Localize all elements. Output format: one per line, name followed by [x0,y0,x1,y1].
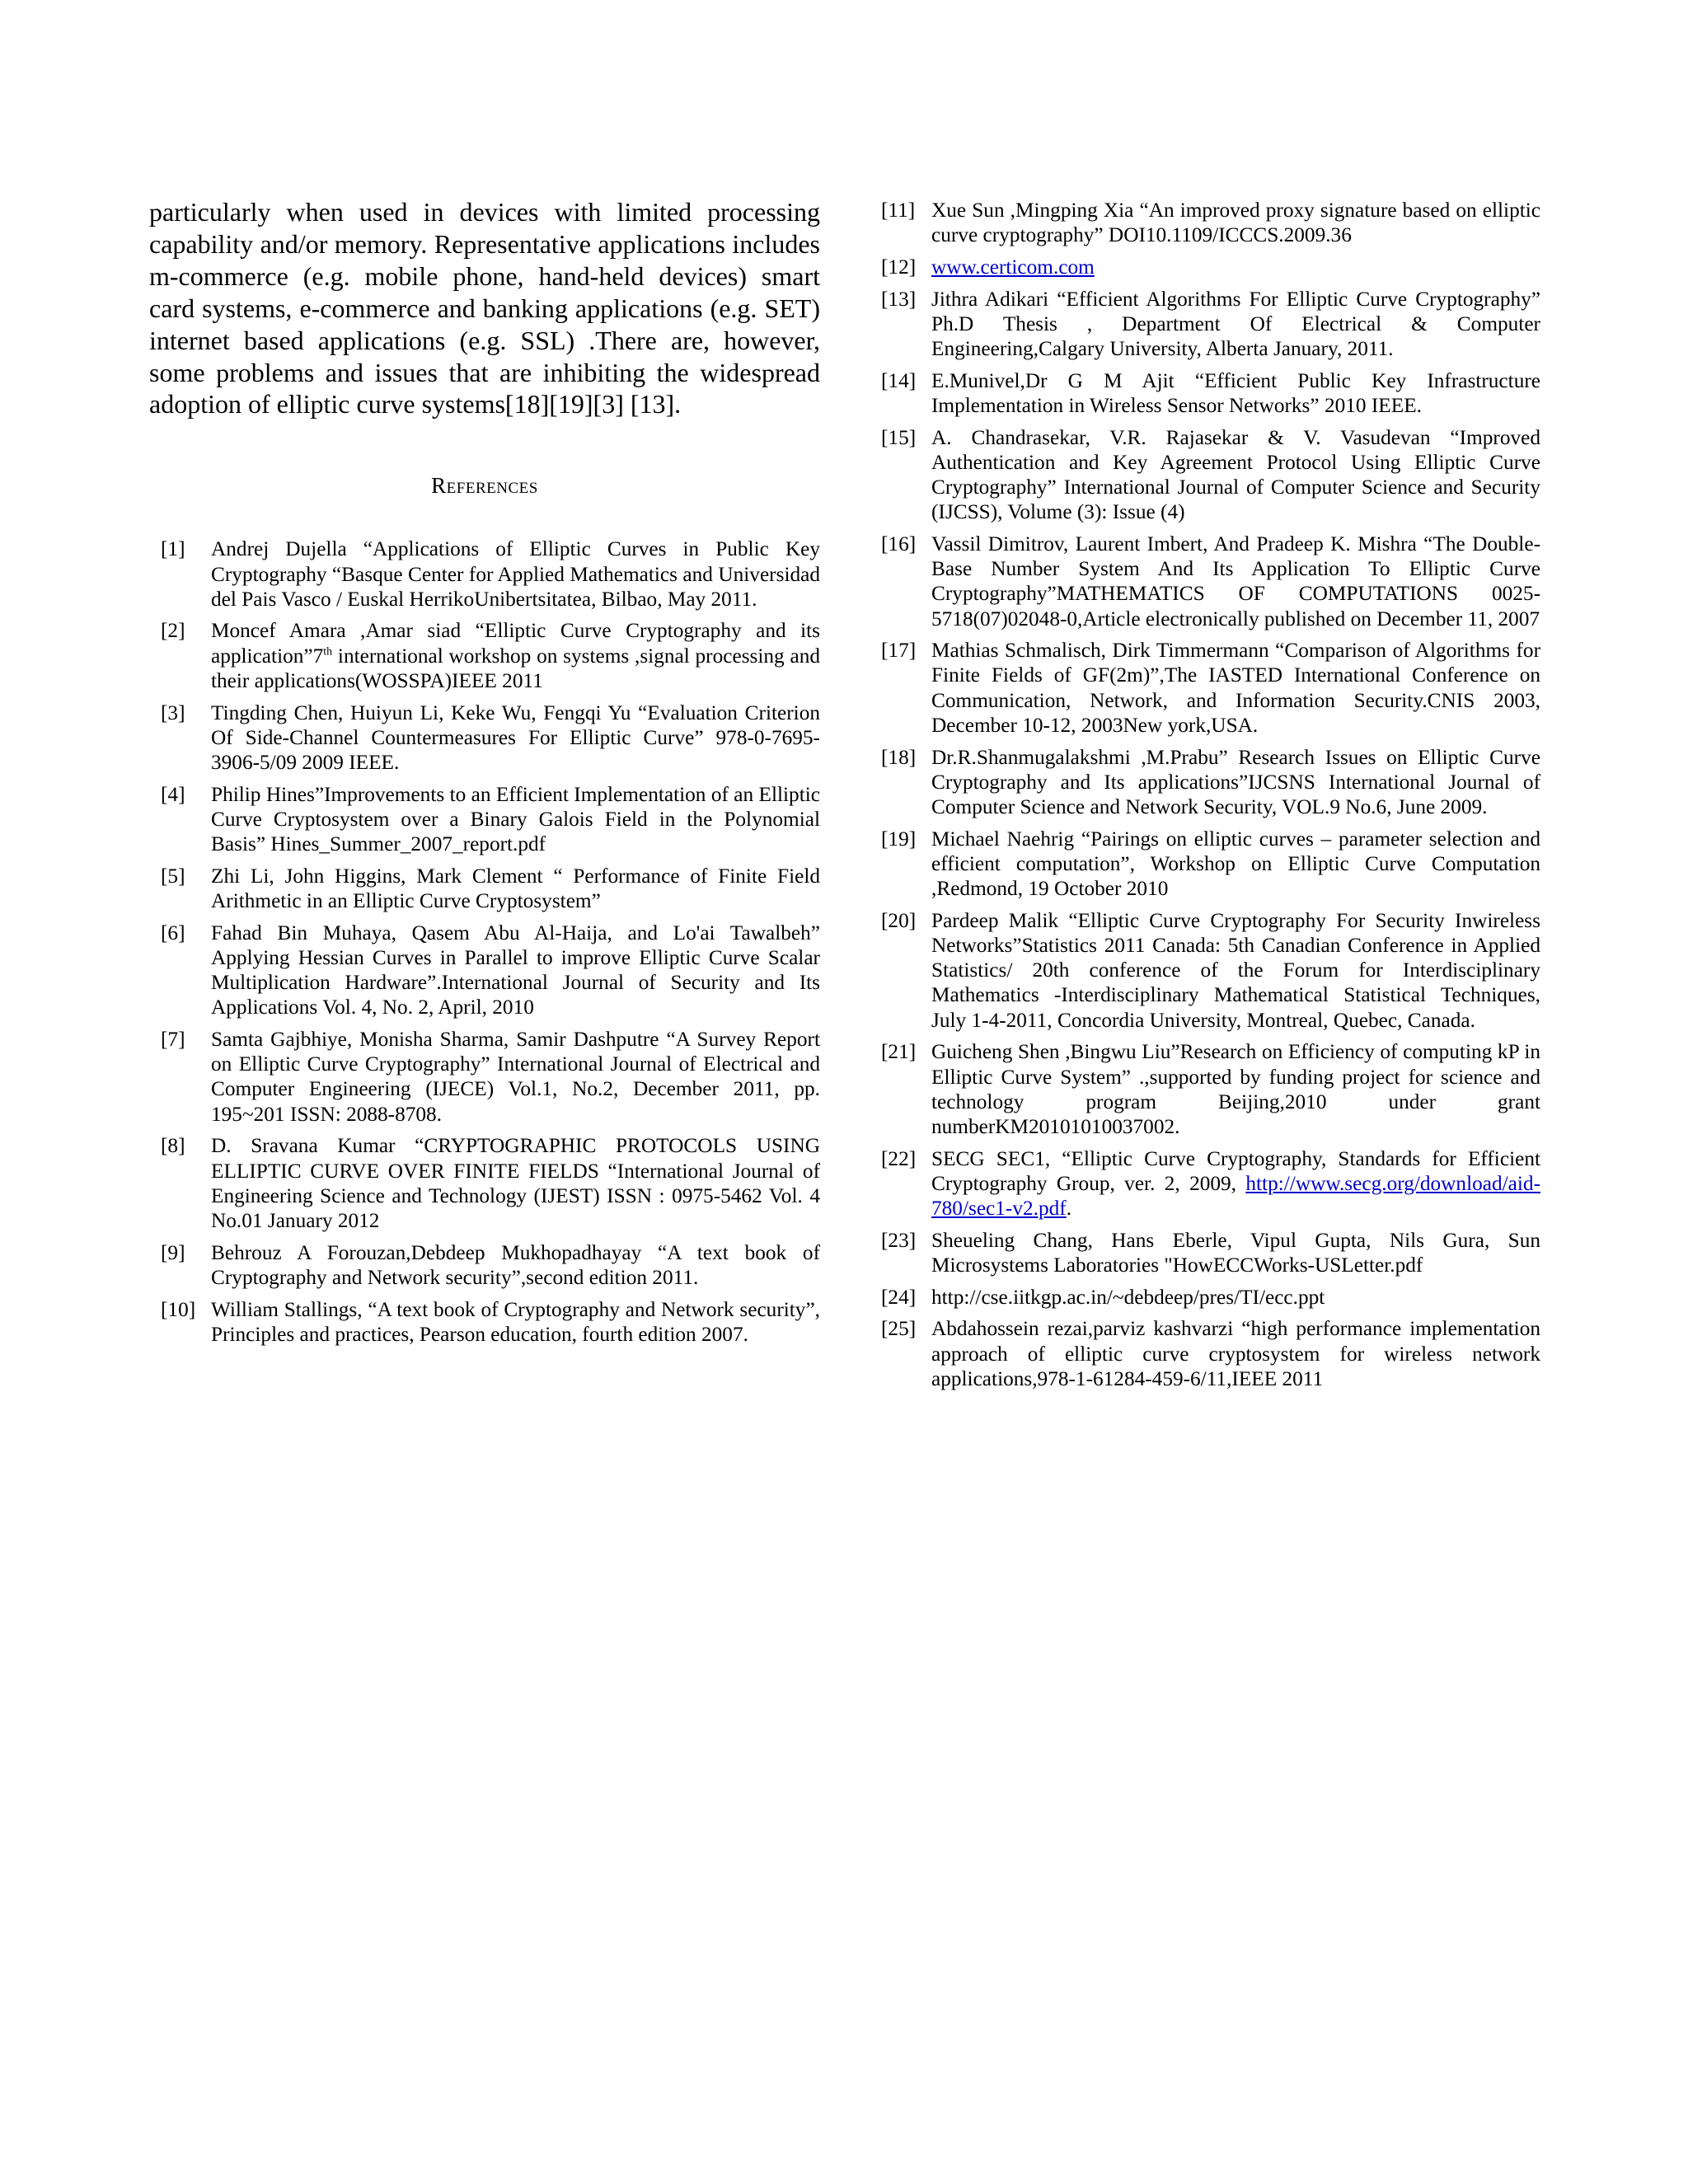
reference-number: [19] [881,827,917,851]
reference-number: [22] [881,1146,917,1170]
reference-list-right [881,198,1540,1391]
reference-number: [10] [161,1297,196,1321]
reference-item [881,1285,1540,1310]
reference-number: [14] [881,368,917,392]
reference-text: Pardeep Malik “Elliptic Curve Cryptography For Security Inwireless Networks”Statistics 2011 Canada: 5th Canadian Conference in Applied Statistics/ 20th conference of the Forum for Interdisciplinary Mathematics -Interdisciplinary Mathematical Statistical Techniques, July 1-4-2011, Concordia University, Montreal, Quebec, Canada. [931,908,1540,1032]
reference-text: Vassil Dimitrov, Laurent Imbert, And Pradeep K. Mishra “The Double-Base Number System And Its Application To Elliptic Curve Cryptography”MATHEMATICS OF COMPUTATIONS 0025-5718(07)02048-0,Article electronically published on December 11, 2007 [931,532,1540,630]
reference-item [149,1240,820,1290]
reference-item [149,701,820,776]
reference-text: Guicheng Shen ,Bingwu Liu”Research on Efficiency of computing kP in Elliptic Curve System” .,supported by funding project for science and technology program Beijing,2010 under grant numberKM20101010037002. [931,1040,1540,1138]
reference-text: Zhi Li, John Higgins, Mark Clement “ Performance of Finite Field Arithmetic in an Elliptic Curve Cryptosystem” [211,864,820,912]
reference-text: Xue Sun ,Mingping Xia “An improved proxy signature based on elliptic curve cryptography” DOI10.1109/ICCCS.2009.36 [931,199,1540,247]
reference-number: [16] [881,532,917,555]
reference-link[interactable]: www.certicom.com [931,255,1095,279]
reference-text: A. Chandrasekar, V.R. Rajasekar & V. Vasudevan “Improved Authentication and Key Agreement Protocol Using Elliptic Curve Cryptography” International Journal of Computer Science and Security (IJCSS), Volume (3): Issue (4) [931,425,1540,524]
reference-number: [13] [881,287,917,311]
reference-number: [25] [881,1317,917,1341]
reference-text: Mathias Schmalisch, Dirk Timmermann “Comparison of Algorithms for Finite Fields of GF(2m)”,The IASTED International Conference on Communication, Network, and Information Security.CNIS 2003, December 10-12, 2003New york,USA. [931,639,1540,737]
reference-number: [8] [161,1134,185,1158]
reference-item [881,638,1540,738]
reference-text: Abdahossein rezai,parviz kashvarzi “high performance implementation approach of elliptic curve cryptosystem for wireless network applications,978-1-61284-459-6/11,IEEE 2011 [931,1317,1540,1390]
reference-text: Philip Hines”Improvements to an Efficient Implementation of an Elliptic Curve Cryptosystem over a Binary Galois Field in the Polynomial Basis” Hines_Summer_2007_report.pdf [211,782,820,856]
reference-number: [7] [161,1028,185,1051]
reference-number: [24] [881,1285,917,1309]
reference-text [931,255,1540,279]
reference-number: [12] [881,255,917,279]
reference-item [881,827,1540,902]
reference-item [149,1027,820,1127]
left-column [149,196,820,1353]
reference-item [149,782,820,857]
reference-text: Andrej Dujella “Applications of Elliptic Curves in Public Key Cryptography “Basque Center for Applied Mathematics and Universidad del Pais Vasco / Euskal HerrikoUnibertsitatea, Bilbao, May 2011. [211,537,820,611]
reference-number: [2] [161,619,185,643]
reference-text: Dr.R.Shanmugalakshmi ,M.Prabu” Research Issues on Elliptic Curve Cryptography and Its applications”IJCSNS International Journal of Computer Science and Network Security, VOL.9 No.6, June 2009. [931,745,1540,818]
reference-item [881,425,1540,525]
reference-text: Behrouz A Forouzan,Debdeep Mukhopadhayay “A text book of Cryptography and Network security”,second edition 2011. [211,1240,820,1289]
intro-paragraph: particularly when used in devices with limited processing capability and/or memory. Representative applications includes m-commerce (e.g. mobile phone, hand-held devices) smart card systems, e-commerce and banking applications (e.g. SET) internet based applications (e.g. SSL) .There are, however, some problems and issues that are inhibiting the widespread adoption of elliptic curve systems[18][19][3] [13]. [149,197,820,419]
reference-item [881,1228,1540,1277]
reference-text: http://cse.iitkgp.ac.in/~debdeep/pres/TI/ecc.ppt [931,1285,1325,1309]
reference-number: [4] [161,782,185,806]
reference-item [881,198,1540,247]
reference-text: D. Sravana Kumar “CRYPTOGRAPHIC PROTOCOLS USING ELLIPTIC CURVE OVER FINITE FIELDS “International Journal of Engineering Science and Technology (IJEST) ISSN : 0975-5462 Vol. 4 No.01 January 2012 [211,1134,820,1232]
reference-text: SECG SEC1, “Elliptic Curve Cryptography, Standards for Efficient Cryptography Group, ver. 2, 2009, http://www.secg.org/download/aid-780/sec1-v2.pdf. [931,1146,1540,1221]
reference-list-left [149,537,820,1347]
reference-item [149,1133,820,1233]
reference-text: Fahad Bin Muhaya, Qasem Abu Al-Haija, and Lo'ai Tawalbeh” Applying Hessian Curves in Parallel to improve Elliptic Curve Scalar Multiplication Hardware”.International Journal of Security and Its Applications Vol. 4, No. 2, April, 2010 [211,921,820,1019]
reference-item [881,1316,1540,1391]
references-heading: References [431,473,538,499]
reference-number: [23] [881,1228,917,1252]
reference-item [881,745,1540,820]
reference-number: [6] [161,921,185,944]
reference-number: [1] [161,537,185,561]
reference-number: [21] [881,1040,917,1064]
reference-item [881,255,1540,279]
reference-text: Jithra Adikari “Efficient Algorithms For Elliptic Curve Cryptography” Ph.D Thesis , Department Of Electrical & Computer Engineering,Calgary University, Alberta January, 2011. [931,287,1540,361]
reference-text: William Stallings, “A text book of Cryptography and Network security”, Principles and practices, Pearson education, fourth edition 2007. [211,1297,820,1346]
reference-number: [15] [881,425,917,449]
reference-number: [5] [161,864,185,888]
reference-text: Samta Gajbhiye, Monisha Sharma, Samir Dashputre “A Survey Report on Elliptic Curve Cryptography” International Journal of Electrical and Computer Engineering (IJECE) Vol.1, No.2, December 2011, pp. 195~201 ISSN: 2088-8708. [211,1028,820,1126]
reference-item [149,618,820,693]
reference-number: [18] [881,745,917,769]
reference-text: Tingding Chen, Huiyun Li, Keke Wu, Fengqi Yu “Evaluation Criterion Of Side-Channel Countermeasures For Elliptic Curve” 978-0-7695-3906-5/09 2009 IEEE. [211,701,820,774]
reference-text: Michael Naehrig “Pairings on elliptic curves – parameter selection and efficient computation”, Workshop on Elliptic Curve Computation ,Redmond, 19 October 2010 [931,827,1540,901]
reference-text: Sheueling Chang, Hans Eberle, Vipul Gupta, Nils Gura, Sun Microsystems Laboratories "HowECCWorks-USLetter.pdf [931,1228,1540,1277]
reference-number: [9] [161,1240,185,1264]
reference-number: [11] [881,199,916,222]
reference-link[interactable]: http://www.secg.org/download/aid-780/sec1-v2.pdf [931,1171,1540,1221]
reference-item [149,537,820,612]
reference-text: Moncef Amara ,Amar siad “Elliptic Curve Cryptography and its application”7th international workshop on systems ,signal processing and their applications(WOSSPA)IEEE 2011 [211,619,820,692]
right-column [881,198,1540,1398]
reference-number: [17] [881,639,917,663]
reference-item [881,532,1540,631]
reference-item [881,1039,1540,1139]
reference-text: E.Munivel,Dr G M Ajit “Efficient Public Key Infrastructure Implementation in Wireless Sensor Networks” 2010 IEEE. [931,368,1540,417]
reference-item [149,864,820,913]
reference-number: [3] [161,701,185,724]
reference-item [149,1297,820,1347]
reference-number: [20] [881,908,917,932]
reference-item [881,908,1540,1033]
reference-item [881,287,1540,362]
reference-item [149,921,820,1020]
reference-item [881,368,1540,418]
reference-item [881,1146,1540,1221]
